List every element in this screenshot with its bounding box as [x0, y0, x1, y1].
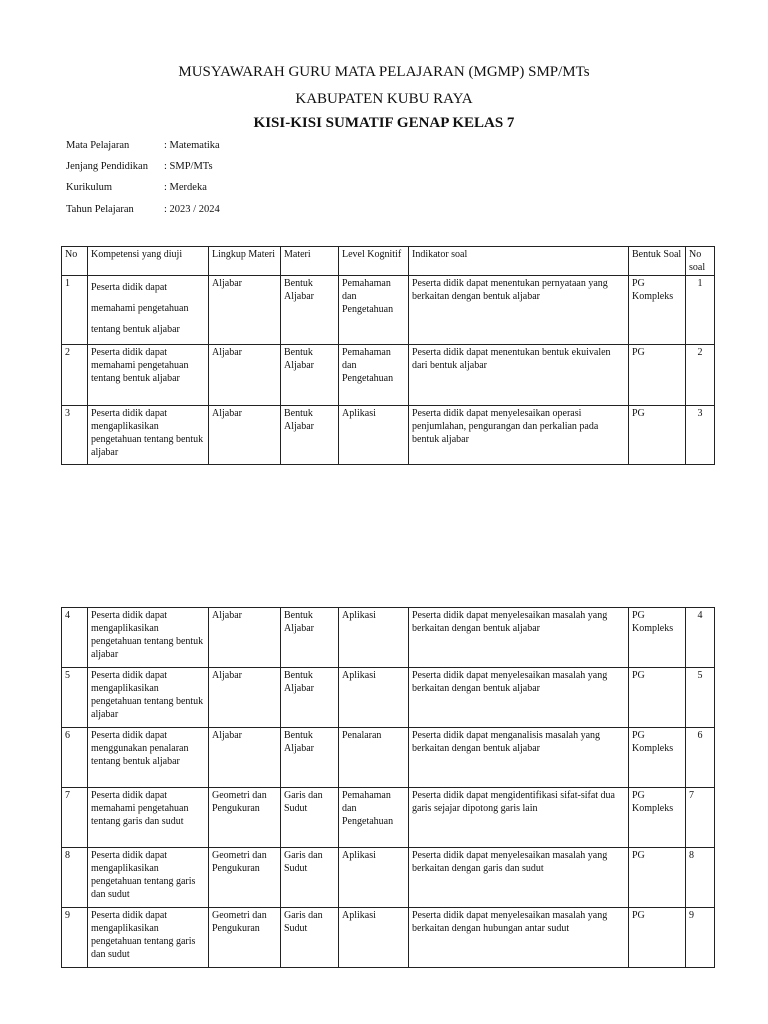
table-row: [62, 728, 715, 788]
cell-no: 8: [62, 848, 88, 908]
meta-row-level: [66, 161, 213, 172]
cell-question-form: PG: [629, 345, 686, 406]
meta-label: Mata Pelajaran: [66, 140, 130, 151]
cell-cognitive-level: Penalaran: [339, 728, 409, 788]
cell-indicator: Peserta didik dapat menyelesaikan masalah yang berkaitan dengan garis dan sudut: [409, 848, 629, 908]
cell-material: Garis dan Sudut: [281, 908, 339, 968]
meta-label: Tahun Pelajaran: [66, 204, 134, 215]
meta-row-curriculum: [66, 182, 207, 193]
cell-cognitive-level: Aplikasi: [339, 608, 409, 668]
meta-row-year: [66, 204, 220, 215]
cell-material: Bentuk Aljabar: [281, 728, 339, 788]
meta-value: : Merdeka: [164, 182, 207, 193]
cell-question-no: 4: [686, 608, 715, 668]
cell-scope: Aljabar: [209, 406, 281, 465]
cell-cognitive-level: Pemahaman dan Pengetahuan: [339, 345, 409, 406]
cell-indicator: Peserta didik dapat menyelesaikan masalah yang berkaitan dengan bentuk aljabar: [409, 668, 629, 728]
cell-scope: Aljabar: [209, 668, 281, 728]
meta-value: : SMP/MTs: [164, 161, 213, 172]
cell-indicator: Peserta didik dapat menganalisis masalah yang berkaitan dengan bentuk aljabar: [409, 728, 629, 788]
cell-competency: Peserta didik dapat mengaplikasikan pengetahuan tentang garis dan sudut: [88, 908, 209, 968]
cell-no: 3: [62, 406, 88, 465]
table-row: [62, 608, 715, 668]
cell-question-form: PG: [629, 848, 686, 908]
header-cell-material: Materi: [281, 247, 339, 276]
grid-table-page-2: [61, 607, 715, 968]
header-line-1: MUSYAWARAH GURU MATA PELAJARAN (MGMP) SMP/MTs: [178, 64, 590, 80]
cell-scope: Aljabar: [209, 276, 281, 345]
cell-competency: Peserta didik dapat mengaplikasikan pengetahuan tentang bentuk aljabar: [88, 668, 209, 728]
cell-competency: Peserta didik dapat memahami pengetahuan tentang garis dan sudut: [88, 788, 209, 848]
table-row: [62, 406, 715, 465]
cell-no: 4: [62, 608, 88, 668]
document-title: KISI-KISI SUMATIF GENAP KELAS 7: [253, 115, 515, 131]
cell-scope: Geometri dan Pengukuran: [209, 848, 281, 908]
header-cell-indicator: Indikator soal: [409, 247, 629, 276]
cell-indicator: Peserta didik dapat mengidentifikasi sifat-sifat dua garis sejajar dipotong garis lain: [409, 788, 629, 848]
cell-question-no: 6: [686, 728, 715, 788]
cell-scope: Aljabar: [209, 728, 281, 788]
cell-no: 5: [62, 668, 88, 728]
cell-no: 1: [62, 276, 88, 345]
header-cell-question-form: Bentuk Soal: [629, 247, 686, 276]
cell-no: 2: [62, 345, 88, 406]
cell-question-no: 2: [686, 345, 715, 406]
cell-no: 6: [62, 728, 88, 788]
meta-row-subject: [66, 140, 220, 151]
cell-material: Bentuk Aljabar: [281, 406, 339, 465]
cell-question-form: PG Kompleks: [629, 728, 686, 788]
cell-cognitive-level: Aplikasi: [339, 668, 409, 728]
header-cell-competency: Kompetensi yang diuji: [88, 247, 209, 276]
cell-question-no: 5: [686, 668, 715, 728]
table-row: [62, 848, 715, 908]
table-row: [62, 908, 715, 968]
cell-no: 9: [62, 908, 88, 968]
header-cell-cognitive-level: Level Kognitif: [339, 247, 409, 276]
meta-value: : Matematika: [164, 140, 220, 151]
table-row: [62, 345, 715, 406]
meta-label: Jenjang Pendidikan: [66, 161, 148, 172]
cell-question-form: PG: [629, 908, 686, 968]
cell-cognitive-level: Aplikasi: [339, 406, 409, 465]
cell-competency: Peserta didik dapat mengaplikasikan pengetahuan tentang bentuk aljabar: [88, 608, 209, 668]
cell-question-form: PG Kompleks: [629, 788, 686, 848]
cell-cognitive-level: Pemahaman dan Pengetahuan: [339, 276, 409, 345]
cell-no: 7: [62, 788, 88, 848]
cell-question-no: 8: [686, 848, 715, 908]
header-cell-no: No: [62, 247, 88, 276]
cell-question-no: 1: [686, 276, 715, 345]
cell-material: Bentuk Aljabar: [281, 345, 339, 406]
cell-question-form: PG Kompleks: [629, 608, 686, 668]
cell-scope: Aljabar: [209, 608, 281, 668]
cell-scope: Aljabar: [209, 345, 281, 406]
table-row: [62, 788, 715, 848]
cell-question-no: 7: [686, 788, 715, 848]
cell-material: Bentuk Aljabar: [281, 668, 339, 728]
cell-competency: Peserta didik dapat memahami pengetahuan tentang bentuk aljabar: [88, 276, 209, 345]
cell-question-form: PG: [629, 668, 686, 728]
cell-competency: Peserta didik dapat mengaplikasikan pengetahuan tentang garis dan sudut: [88, 848, 209, 908]
table-row: [62, 668, 715, 728]
header-line-2: KABUPATEN KUBU RAYA: [295, 91, 473, 107]
cell-question-no: 3: [686, 406, 715, 465]
cell-indicator: Peserta didik dapat menyelesaikan masalah yang berkaitan dengan hubungan antar sudut: [409, 908, 629, 968]
header-cell-scope: Lingkup Materi: [209, 247, 281, 276]
meta-value: : 2023 / 2024: [164, 204, 220, 215]
cell-question-no: 9: [686, 908, 715, 968]
cell-material: Garis dan Sudut: [281, 788, 339, 848]
cell-competency: Peserta didik dapat menggunakan penalaran tentang bentuk aljabar: [88, 728, 209, 788]
meta-label: Kurikulum: [66, 182, 113, 193]
cell-competency: Peserta didik dapat memahami pengetahuan tentang bentuk aljabar: [88, 345, 209, 406]
cell-indicator: Peserta didik dapat menyelesaikan operasi penjumlahan, pengurangan dan perkalian pada bentuk aljabar: [409, 406, 629, 465]
cell-indicator: Peserta didik dapat menentukan bentuk ekuivalen dari bentuk aljabar: [409, 345, 629, 406]
cell-indicator: Peserta didik dapat menentukan pernyataan yang berkaitan dengan bentuk aljabar: [409, 276, 629, 345]
cell-material: Bentuk Aljabar: [281, 276, 339, 345]
header-cell-question-no: No soal: [686, 247, 715, 276]
cell-competency: Peserta didik dapat mengaplikasikan pengetahuan tentang bentuk aljabar: [88, 406, 209, 465]
cell-question-form: PG Kompleks: [629, 276, 686, 345]
table-header-row: [62, 247, 715, 276]
cell-scope: Geometri dan Pengukuran: [209, 908, 281, 968]
cell-scope: Geometri dan Pengukuran: [209, 788, 281, 848]
cell-question-form: PG: [629, 406, 686, 465]
cell-cognitive-level: Aplikasi: [339, 848, 409, 908]
cell-cognitive-level: Pemahaman dan Pengetahuan: [339, 788, 409, 848]
table-row: [62, 276, 715, 345]
cell-indicator: Peserta didik dapat menyelesaikan masalah yang berkaitan dengan bentuk aljabar: [409, 608, 629, 668]
cell-cognitive-level: Aplikasi: [339, 908, 409, 968]
cell-material: Garis dan Sudut: [281, 848, 339, 908]
cell-material: Bentuk Aljabar: [281, 608, 339, 668]
grid-table-page-1: [61, 246, 715, 465]
